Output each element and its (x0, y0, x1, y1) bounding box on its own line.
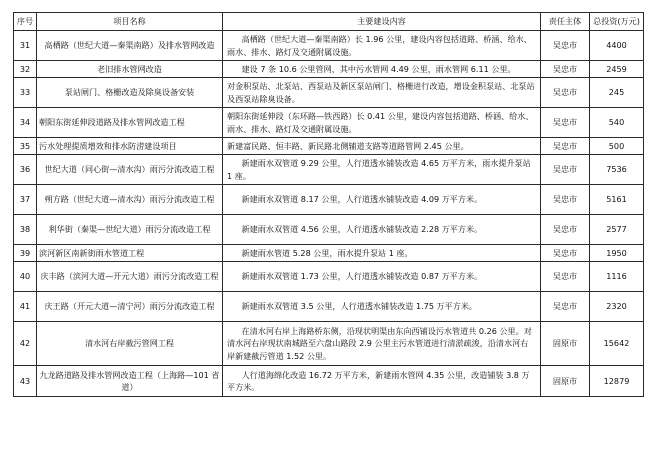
cell-owner: 吴忠市 (541, 215, 590, 245)
cell-invest: 2577 (590, 215, 644, 245)
cell-owner: 吴忠市 (541, 155, 590, 185)
cell-content: 高栖路（世纪大道—秦渠南路）长 1.96 公里，建设内容包括道路、桥涵、给水、雨水、排水、路灯及交通附属设施。 (223, 31, 541, 61)
table-row (14, 61, 644, 78)
cell-invest: 15642 (590, 322, 644, 366)
table-row (14, 138, 644, 155)
table-row (14, 322, 644, 366)
cell-project-name: 朝阳东街延伸段道路及排水管网改造工程 (37, 108, 223, 138)
cell-no: 35 (14, 138, 37, 155)
table-row (14, 366, 644, 397)
cell-no: 43 (14, 366, 37, 397)
cell-invest: 540 (590, 108, 644, 138)
cell-owner: 吴忠市 (541, 108, 590, 138)
cell-content: 对金积泵站、北泵站、西泵站及新区泵站闸门、格栅进行改造，增设金积泵站、北泵站及西泵站除臭设备。 (223, 78, 541, 108)
table-row (14, 31, 644, 61)
cell-invest: 1950 (590, 245, 644, 262)
cell-invest: 12879 (590, 366, 644, 397)
table-row (14, 185, 644, 215)
cell-content: 朝阳东街延伸段（东环路—铁西路）长 0.41 公里，建设内容包括道路、桥涵、给水、雨水、排水、路灯及交通附属设施。 (223, 108, 541, 138)
cell-no: 41 (14, 292, 37, 322)
cell-no: 37 (14, 185, 37, 215)
cell-no: 31 (14, 31, 37, 61)
cell-owner: 吴忠市 (541, 292, 590, 322)
header-no: 序号 (14, 13, 37, 31)
cell-no: 38 (14, 215, 37, 245)
cell-invest: 2320 (590, 292, 644, 322)
cell-no: 32 (14, 61, 37, 78)
cell-project-name: 泵站闸门、格栅改造及除臭设备安装 (37, 78, 223, 108)
table-row (14, 292, 644, 322)
cell-content: 建设 7 条 10.6 公里管网，其中污水管网 4.49 公里，雨水管网 6.11 公里。 (223, 61, 541, 78)
cell-invest: 500 (590, 138, 644, 155)
cell-content: 新建雨水管道 5.28 公里，雨水提升泵站 1 座。 (223, 245, 541, 262)
table-body (14, 31, 644, 397)
cell-project-name: 滨河新区南新街雨水管道工程 (37, 245, 223, 262)
cell-content: 新建雨水双管道 3.5 公里，人行道透水铺装改造 1.75 万平方米。 (223, 292, 541, 322)
cell-content: 新建雨水双管道 8.17 公里，人行道透水铺装改造 4.09 万平方米。 (223, 185, 541, 215)
table-row (14, 245, 644, 262)
cell-content: 新建雨水双管道 1.73 公里，人行道透水铺装改造 0.87 万平方米。 (223, 262, 541, 292)
header-owner: 责任主体 (541, 13, 590, 31)
cell-owner: 吴忠市 (541, 185, 590, 215)
cell-invest: 4400 (590, 31, 644, 61)
document-page (13, 12, 643, 397)
cell-invest: 2459 (590, 61, 644, 78)
cell-content: 在清水河右岸上海路桥东侧，沿现状明渠由东向西铺设污水管道共 0.26 公里。对清水河右岸现状南城路至六盘山路段 2.9 公里主污水管道进行清淤疏浚，沿清水河右岸新建截污管道 1.52 公里。 (223, 322, 541, 366)
cell-content: 新建富民路、恒丰路、新民路北侧辅道支路等道路管网 2.45 公里。 (223, 138, 541, 155)
cell-project-name: 污水处理提质增效和排水防涝建设项目 (37, 138, 223, 155)
header-name: 项目名称 (37, 13, 223, 31)
cell-no: 34 (14, 108, 37, 138)
cell-invest: 245 (590, 78, 644, 108)
cell-invest: 7536 (590, 155, 644, 185)
cell-project-name: 庆丰路（滨河大道—开元大道）雨污分流改造工程 (37, 262, 223, 292)
table-header-row (14, 13, 644, 31)
table-row (14, 155, 644, 185)
table-row (14, 262, 644, 292)
cell-project-name: 高栖路（世纪大道—秦渠南路）及排水管网改造 (37, 31, 223, 61)
cell-content: 人行道海绵化改造 16.72 万平方米，新建雨水管网 4.35 公里，改造铺装 3.8 万平方米。 (223, 366, 541, 397)
cell-no: 39 (14, 245, 37, 262)
cell-project-name: 九龙路道路及排水管网改造工程（上海路—101 省道） (37, 366, 223, 397)
cell-content: 新建雨水双管道 9.29 公里，人行道透水铺装改造 4.65 万平方米，雨水提升泵站 1 座。 (223, 155, 541, 185)
project-table (13, 12, 644, 397)
cell-invest: 5161 (590, 185, 644, 215)
cell-no: 36 (14, 155, 37, 185)
cell-project-name: 世纪大道（同心街—清水沟）雨污分流改造工程 (37, 155, 223, 185)
table-row (14, 108, 644, 138)
header-content: 主要建设内容 (223, 13, 541, 31)
cell-owner: 吴忠市 (541, 31, 590, 61)
header-invest: 总投资(万元) (590, 13, 644, 31)
cell-owner: 吴忠市 (541, 245, 590, 262)
cell-owner: 吴忠市 (541, 61, 590, 78)
cell-content: 新建雨水双管道 4.56 公里，人行道透水铺装改造 2.28 万平方米。 (223, 215, 541, 245)
cell-owner: 吴忠市 (541, 78, 590, 108)
cell-project-name: 清水河右岸截污管网工程 (37, 322, 223, 366)
cell-owner: 固原市 (541, 366, 590, 397)
cell-no: 40 (14, 262, 37, 292)
cell-owner: 吴忠市 (541, 262, 590, 292)
cell-project-name: 老旧排水管网改造 (37, 61, 223, 78)
cell-invest: 1116 (590, 262, 644, 292)
cell-project-name: 朔方路（世纪大道—清水沟）雨污分流改造工程 (37, 185, 223, 215)
table-row (14, 78, 644, 108)
cell-no: 42 (14, 322, 37, 366)
cell-no: 33 (14, 78, 37, 108)
cell-project-name: 庆王路（开元大道—清宁河）雨污分流改造工程 (37, 292, 223, 322)
cell-owner: 吴忠市 (541, 138, 590, 155)
table-row (14, 215, 644, 245)
cell-owner: 固原市 (541, 322, 590, 366)
cell-project-name: 利华街（秦渠—世纪大道）雨污分流改造工程 (37, 215, 223, 245)
